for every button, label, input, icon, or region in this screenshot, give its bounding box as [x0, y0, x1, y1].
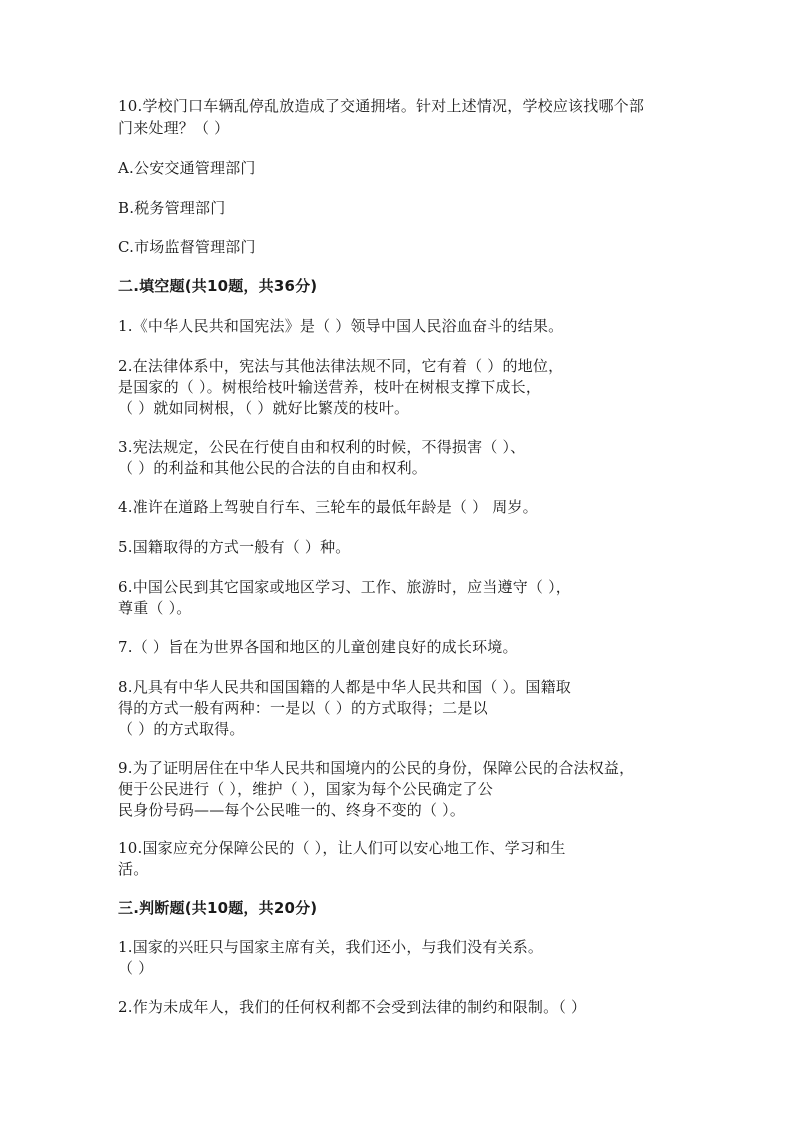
- option-a: A.公安交通管理部门: [118, 159, 256, 177]
- fill-question-9-cont: 便于公民进行（ ），维护（ ），国家为每个公民确定了公: [118, 780, 493, 798]
- fill-question-8-cont: （ ）的方式取得。: [118, 720, 245, 738]
- tf-question-1-cont: （ ）: [118, 959, 154, 977]
- fill-question-3-cont: （ ）的利益和其他公民的合法的自由和权利。: [118, 459, 427, 477]
- tf-question-2: 2.作为未成年人，我们的任何权利都不会受到法律的制约和限制。（ ）: [118, 998, 587, 1016]
- fill-question-10: 10.国家应充分保障公民的（ ），让人们可以安心地工作、学习和生: [118, 839, 566, 857]
- fill-question-2-cont: （ ）就如同树根，（ ）就好比繁茂的枝叶。: [118, 399, 410, 417]
- fill-question-9-cont: 民身份号码——每个公民唯一的、终身不变的（ ）。: [118, 801, 466, 819]
- fill-question-2-cont: 是国家的（ ）。树根给枝叶输送营养，枝叶在树根支撑下成长，: [118, 378, 542, 396]
- fill-question-6-cont: 尊重（ ）。: [118, 599, 192, 617]
- option-b: B.税务管理部门: [118, 199, 226, 217]
- tf-question-1: 1.国家的兴旺只与国家主席有关，我们还小，与我们没有关系。: [118, 938, 544, 956]
- fill-question-8: 8.凡具有中华人民共和国国籍的人都是中华人民共和国（ ）。国籍取: [118, 678, 571, 696]
- fill-question-5: 5.国籍取得的方式一般有（ ）种。: [118, 538, 351, 556]
- fill-question-3: 3.宪法规定，公民在行使自由和权利的时候，不得损害（ ）、: [118, 438, 526, 456]
- section-heading-fill-blank: 二.填空题(共10题，共36分): [118, 277, 318, 295]
- fill-question-10-cont: 活。: [118, 860, 149, 878]
- fill-question-2: 2.在法律体系中，宪法与其他法律法规不同，它有着（ ）的地位，: [118, 357, 564, 375]
- fill-question-6: 6.中国公民到其它国家或地区学习、工作、旅游时，应当遵守（ ），: [118, 578, 571, 596]
- fill-question-9: 9.为了证明居住在中华人民共和国境内的公民的身份，保障公民的合法权益，: [118, 759, 635, 777]
- fill-question-4: 4.准许在道路上驾驶自行车、三轮车的最低年龄是（ ） 周岁。: [118, 498, 538, 516]
- question-text: 门来处理？（ ）: [118, 119, 230, 137]
- fill-question-1: 1.《中华人民共和国宪法》是（ ）领导中国人民浴血奋斗的结果。: [118, 317, 564, 335]
- option-c: C.市场监督管理部门: [118, 238, 256, 256]
- question-text: 10.学校门口车辆乱停乱放造成了交通拥堵。针对上述情况，学校应该找哪个部: [118, 97, 645, 115]
- fill-question-8-cont: 得的方式一般有两种：一是以（ ）的方式取得；二是以: [118, 699, 488, 717]
- fill-question-7: 7.（ ）旨在为世界各国和地区的儿童创建良好的成长环境。: [118, 638, 518, 656]
- section-heading-true-false: 三.判断题(共10题，共20分): [118, 899, 318, 917]
